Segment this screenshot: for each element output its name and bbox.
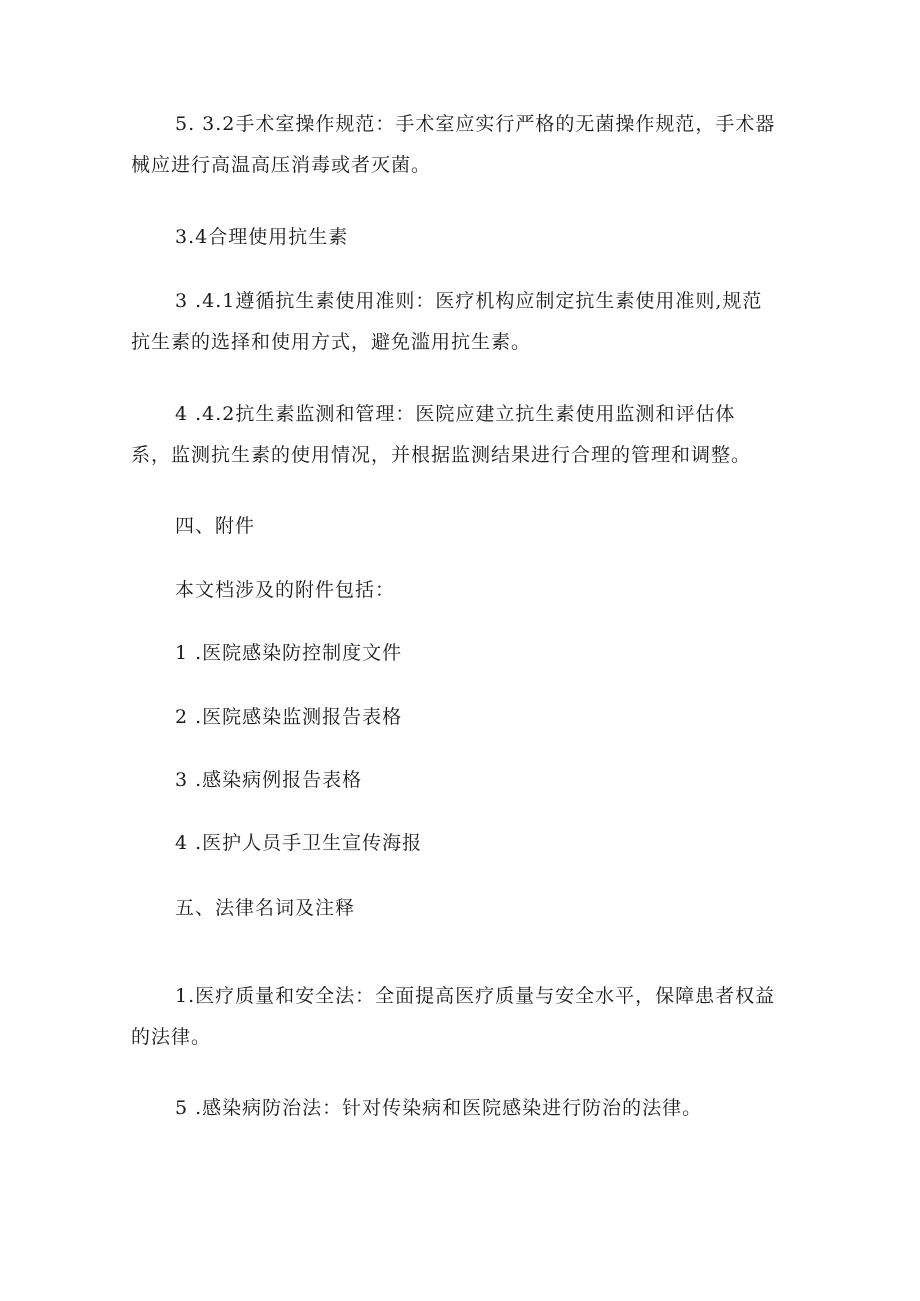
list-item-attachment-2 <box>131 697 791 738</box>
paragraph-line: 5. 3.2手术室操作规范：手术室应实行严格的无菌操作规范，手术器 <box>175 113 776 135</box>
paragraph-legal-term-1 <box>131 976 791 1058</box>
paragraph-line: 五、法律名词及注释 <box>175 897 356 919</box>
paragraph-legal-term-2 <box>131 1088 791 1129</box>
list-item-attachment-4 <box>131 823 791 864</box>
paragraph-operating-room-norms <box>131 104 791 186</box>
paragraph-antibiotic-guidelines <box>131 281 791 363</box>
paragraph-line: 的法律。 <box>131 1026 212 1048</box>
paragraph-antibiotic-monitoring <box>131 394 791 476</box>
paragraph-line: 本文档涉及的附件包括： <box>175 579 396 601</box>
paragraph-line: 4 .4.2抗生素监测和管理：医院应建立抗生素使用监测和评估体 <box>175 403 736 425</box>
paragraph-line: 1 .医院感染防控制度文件 <box>175 642 403 664</box>
section-heading-legal-terms <box>131 888 791 929</box>
paragraph-line: 4 .医护人员手卫生宣传海报 <box>175 832 423 854</box>
paragraph-line: 1.医疗质量和安全法：全面提高医疗质量与安全水平，保障患者权益 <box>175 985 776 1007</box>
paragraph-line: 3.4合理使用抗生素 <box>175 226 349 248</box>
paragraph-line: 3 .感染病例报告表格 <box>175 769 363 791</box>
paragraph-line: 四、附件 <box>175 515 256 537</box>
heading-antibiotics <box>131 217 791 258</box>
list-item-attachment-3 <box>131 760 791 801</box>
paragraph-line: 系，监测抗生素的使用情况，并根据监测结果进行合理的管理和调整。 <box>131 444 752 466</box>
paragraph-line: 抗生素的选择和使用方式，避免滥用抗生素。 <box>131 331 532 353</box>
paragraph-line: 械应进行高温高压消毒或者灭菌。 <box>131 154 432 176</box>
paragraph-line: 3 .4.1遵循抗生素使用准则：医疗机构应制定抗生素使用准则,规范 <box>175 290 763 312</box>
section-heading-attachments <box>131 506 791 547</box>
list-item-attachment-1 <box>131 633 791 674</box>
paragraph-line: 5 .感染病防治法：针对传染病和医院感染进行防治的法律。 <box>175 1097 703 1119</box>
paragraph-attachments-intro <box>131 570 791 611</box>
paragraph-line: 2 .医院感染监测报告表格 <box>175 706 403 728</box>
